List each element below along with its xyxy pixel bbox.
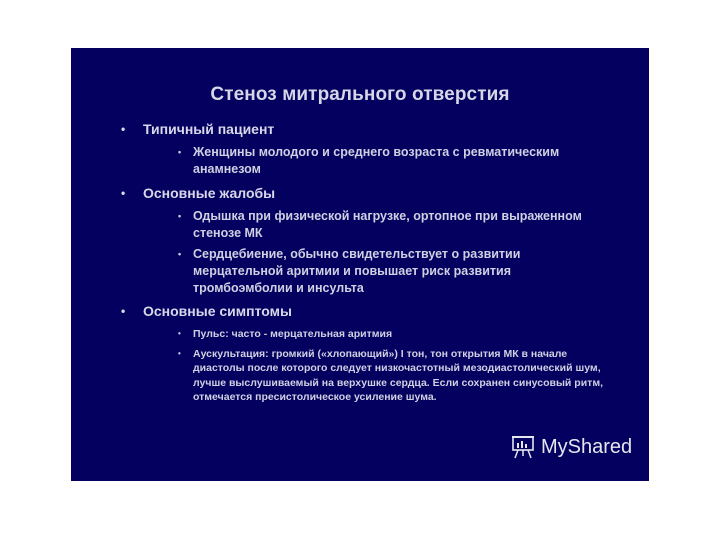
bullet-icon: • — [121, 304, 126, 318]
list-item — [71, 327, 649, 342]
watermark-text: MyShared — [541, 435, 633, 458]
list-item — [71, 208, 649, 242]
list-item — [71, 246, 649, 297]
list-item-text: Сердцебиение, обычно свидетельствует о развитии мерцательной аритмии и повышает риск развития тромбоэмболии и инсульта — [193, 247, 521, 295]
myshared-watermark — [511, 434, 632, 460]
section-heading — [71, 184, 649, 203]
list-item-text: Пульс: часто - мерцательная аритмия — [193, 328, 393, 340]
section-heading — [71, 120, 649, 139]
slide-title: Стеноз митрального отверстия — [210, 84, 510, 105]
section-heading-text: Основные жалобы — [143, 185, 276, 201]
section-heading-text: Основные симптомы — [143, 303, 292, 319]
slide-content — [71, 120, 649, 405]
bullet-icon: • — [178, 211, 182, 221]
list-item — [71, 144, 649, 178]
bullet-icon: • — [121, 186, 126, 200]
list-item-text: Женщины молодого и среднего возраста с ревматическим анамнезом — [193, 145, 560, 176]
section-typical-patient — [71, 120, 649, 178]
list-item — [71, 347, 649, 405]
slide — [71, 48, 649, 481]
section-main-symptoms — [71, 302, 649, 405]
section-heading-text: Типичный пациент — [143, 121, 275, 137]
bullet-icon: • — [178, 249, 182, 259]
section-heading — [71, 302, 649, 321]
bullet-icon: • — [121, 122, 126, 136]
bullet-icon: • — [178, 329, 181, 338]
section-main-complaints — [71, 184, 649, 297]
list-item-text: Аускультация: громкий («хлопающий») I тон, тон открытия МК в начале диастолы после которого следует низкочастотный мезодиастолический шум, лучше выслушиваемый на верхушке сердца. Если сохранен синусовый ритм, отмечается пресистолическое усиление шума. — [193, 347, 604, 403]
bullet-icon: • — [178, 147, 182, 157]
presentation-board-icon — [511, 434, 535, 460]
bullet-icon: • — [178, 348, 181, 358]
list-item-text: Одышка при физической нагрузке, ортопное при выраженном стенозе МК — [193, 209, 582, 240]
